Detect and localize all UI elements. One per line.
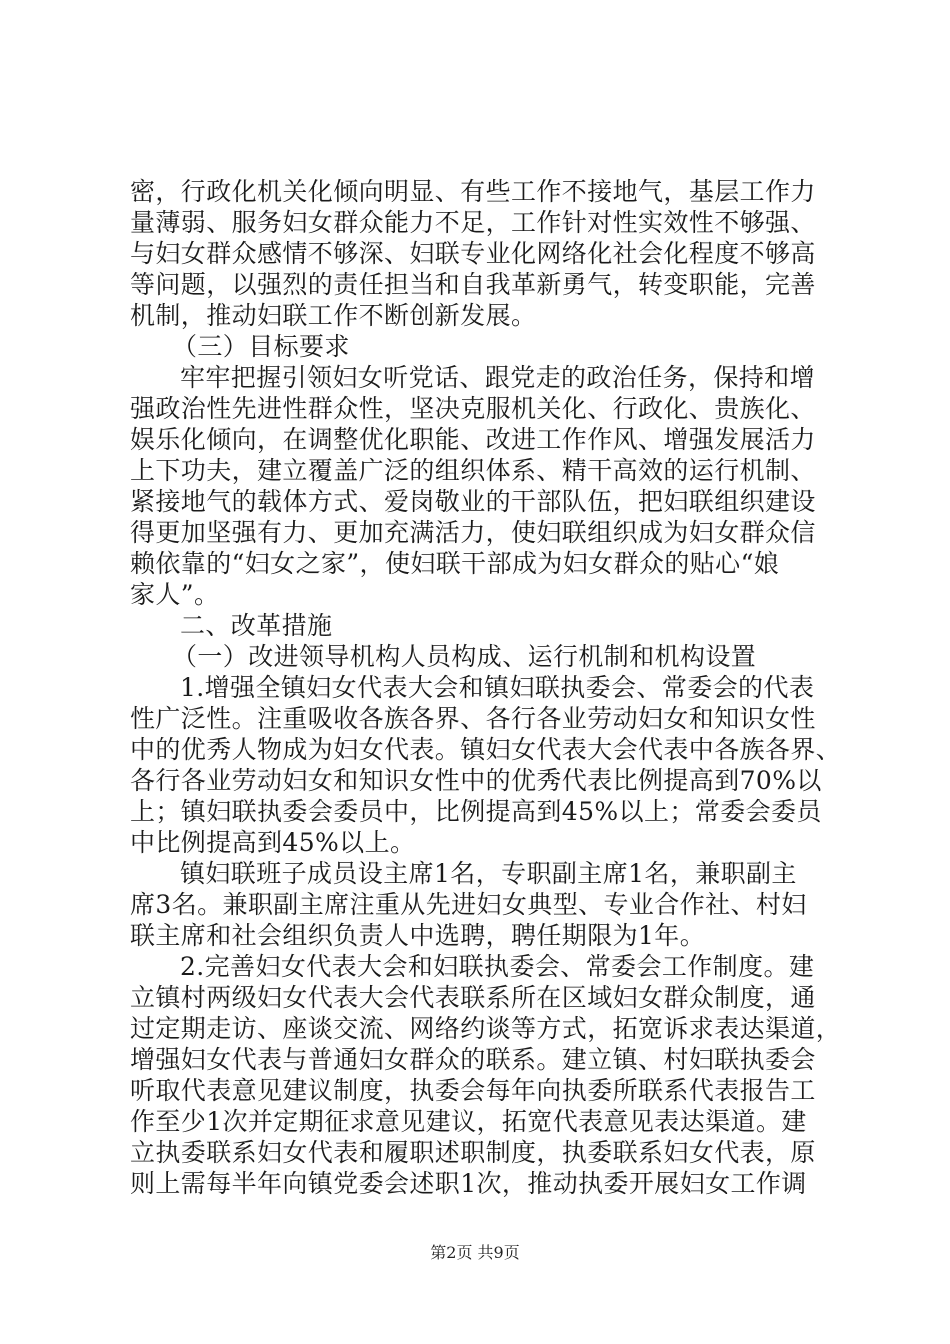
text-line: 镇妇联班子成员设主席1名，专职副主席1名，兼职副主 xyxy=(180,859,797,888)
subsection-heading: （一）改进领导机构人员构成、运行机制和机构设置 xyxy=(172,642,757,671)
text-line: 作至少1次并定期征求意见建议，拓宽代表意见表达渠道。建 xyxy=(130,1107,807,1136)
text-line: 上下功夫，建立覆盖广泛的组织体系、精干高效的运行机制、 xyxy=(130,456,816,485)
text-line: 各行各业劳动妇女和知识女性中的优秀代表比例提高到70%以 xyxy=(130,766,822,795)
section-heading: 二、改革措施 xyxy=(180,611,333,640)
section-heading: （三）目标要求 xyxy=(172,332,350,361)
text-line: 中比例提高到45%以上。 xyxy=(130,828,416,857)
text-line: 娱乐化倾向，在调整优化职能、改进工作作风、增强发展活力 xyxy=(130,425,816,454)
text-line: 量薄弱、服务妇女群众能力不足，工作针对性实效性不够强、 xyxy=(130,208,816,237)
text-line: 中的优秀人物成为妇女代表。镇妇女代表大会代表中各族各界、 xyxy=(130,735,842,764)
text-line: 听取代表意见建议制度，执委会每年向执委所联系代表报告工 xyxy=(130,1076,816,1105)
text-line: 机制，推动妇联工作不断创新发展。 xyxy=(130,301,537,330)
text-line: 密，行政化机关化倾向明显、有些工作不接地气，基层工作力 xyxy=(130,177,816,206)
text-line: 强政治性先进性群众性，坚决克服机关化、行政化、贵族化、 xyxy=(130,394,816,423)
page-footer: 第2页 共9页 xyxy=(430,1243,520,1262)
text-line: 上；镇妇联执委会委员中，比例提高到45%以上；常委会委员 xyxy=(130,797,822,826)
text-line: 得更加坚强有力、更加充满活力，使妇联组织成为妇女群众信 xyxy=(130,518,816,547)
text-line: 立镇村两级妇女代表大会代表联系所在区域妇女群众制度，通 xyxy=(130,983,816,1012)
text-line: 增强妇女代表与普通妇女群众的联系。建立镇、村妇联执委会 xyxy=(130,1045,816,1074)
text-line: 等问题，以强烈的责任担当和自我革新勇气，转变职能，完善 xyxy=(130,270,816,299)
text-line: 席3名。兼职副主席注重从先进妇女典型、专业合作社、村妇 xyxy=(130,890,807,919)
text-line: 联主席和社会组织负责人中选聘，聘任期限为1年。 xyxy=(130,921,706,950)
text-line: 家人”。 xyxy=(130,580,220,609)
text-line: 2.完善妇女代表大会和妇联执委会、常委会工作制度。建 xyxy=(180,952,815,981)
text-line: 性广泛性。注重吸收各族各界、各行各业劳动妇女和知识女性 xyxy=(130,704,816,733)
text-line: 紧接地气的载体方式、爱岗敬业的干部队伍，把妇联组织建设 xyxy=(130,487,816,516)
text-line: 1.增强全镇妇女代表大会和镇妇联执委会、常委会的代表 xyxy=(180,673,815,702)
text-line: 与妇女群众感情不够深、妇联专业化网络化社会化程度不够高 xyxy=(130,239,816,268)
text-line: 立执委联系妇女代表和履职述职制度，执委联系妇女代表，原 xyxy=(130,1138,816,1167)
text-line: 过定期走访、座谈交流、网络约谈等方式，拓宽诉求表达渠道， xyxy=(130,1014,842,1043)
text-line: 赖依靠的“妇女之家”，使妇联干部成为妇女群众的贴心“娘 xyxy=(130,549,780,578)
text-line: 则上需每半年向镇党委会述职1次，推动执委开展妇女工作调 xyxy=(130,1169,807,1198)
text-line: 牢牢把握引领妇女听党话、跟党走的政治任务，保持和增 xyxy=(180,363,816,392)
